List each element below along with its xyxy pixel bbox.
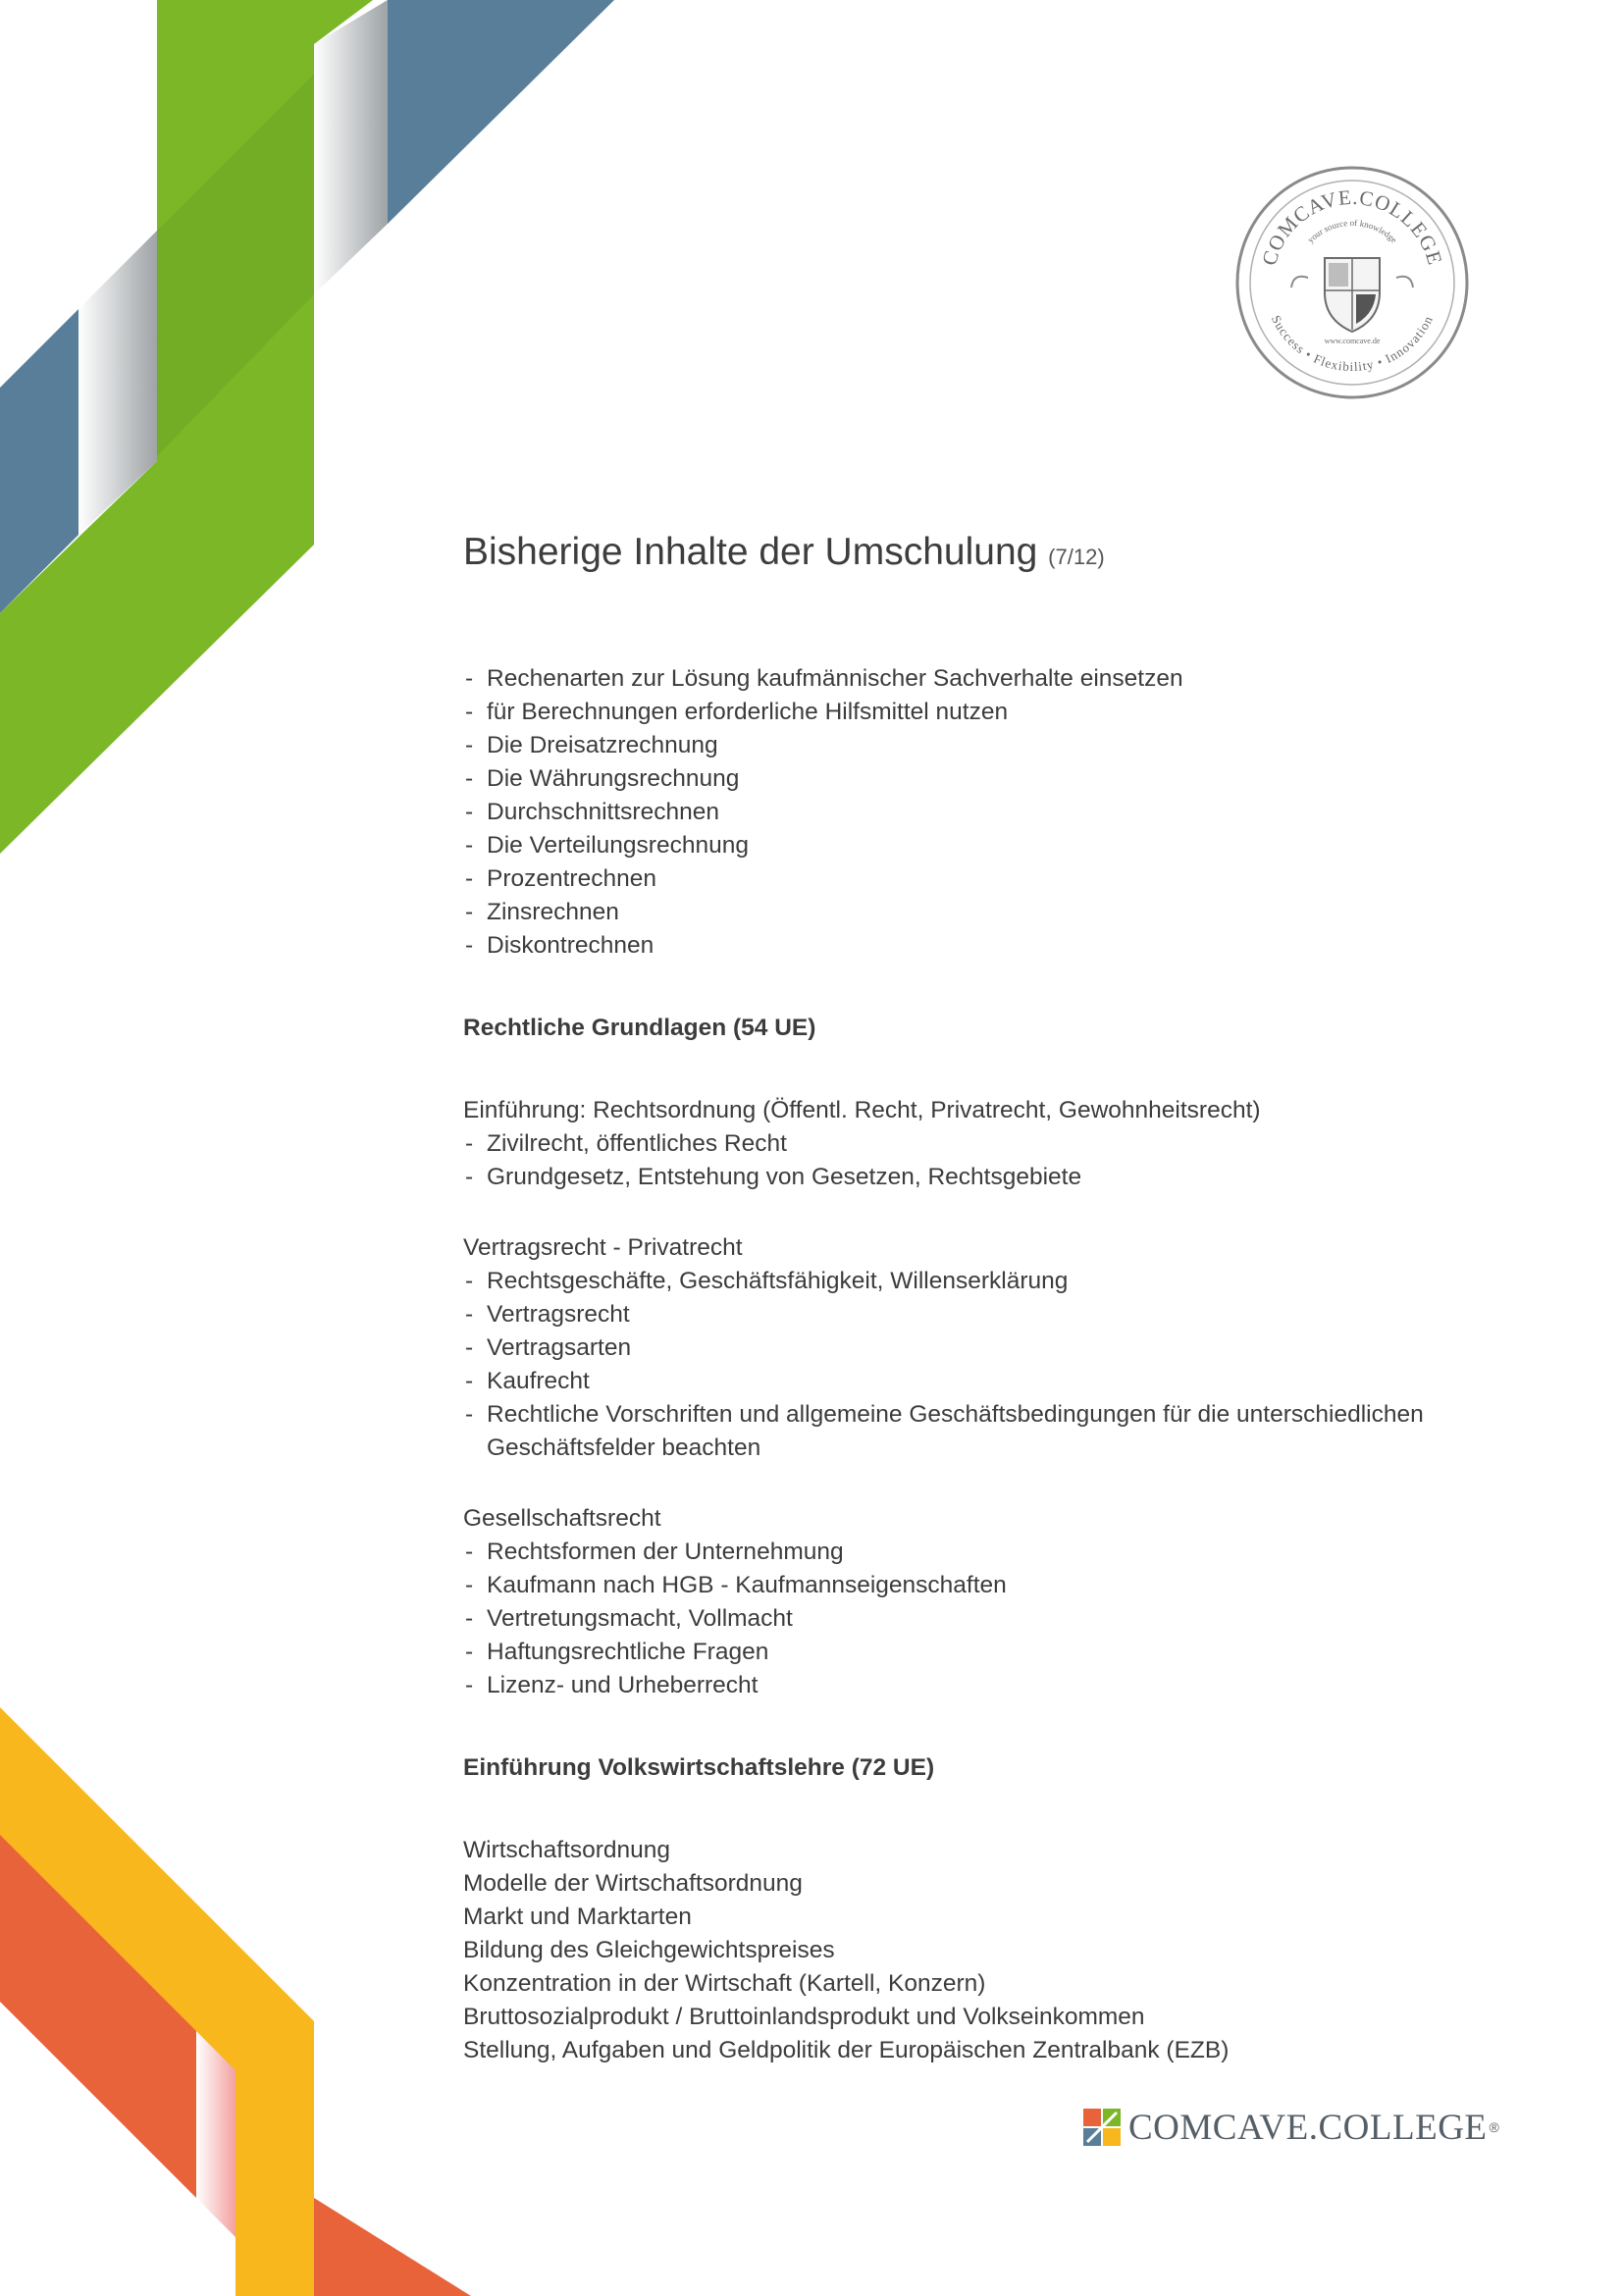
contract-title: Vertragsrecht - Privatrecht [463, 1233, 743, 1261]
college-seal [1234, 165, 1470, 400]
list-item: - Diskontrechnen [463, 929, 1503, 963]
seal-inner-text: your source of knowledge [1305, 218, 1399, 245]
contract-list [463, 1265, 1503, 1465]
list-item: - Zinsrechnen [463, 896, 1503, 929]
company-title: Gesellschaftsrecht [463, 1504, 661, 1532]
logo-registered: ® [1489, 2119, 1499, 2135]
shield-icon [1291, 258, 1413, 332]
list-item: - Rechenarten zur Lösung kaufmännischer Sachverhalte einsetzen [463, 662, 1503, 696]
list-item: - Zivilrecht, öffentliches Recht [463, 1127, 1503, 1161]
list-item: - Kaufrecht [463, 1365, 1503, 1398]
list-item: - Durchschnittsrechnen [463, 796, 1503, 829]
page-number: (7/12) [1048, 545, 1105, 569]
list-item: - für Berechnungen erforderliche Hilfsmittel nutzen [463, 696, 1503, 729]
law-intro-title: Einführung: Rechtsordnung (Öffentl. Recht, Privatrecht, Gewohnheitsrecht) [463, 1096, 1261, 1123]
list-item: - Vertragsrecht [463, 1298, 1503, 1331]
list-item: - Lizenz- und Urheberrecht [463, 1669, 1503, 1702]
list-item: - Die Dreisatzrechnung [463, 729, 1503, 762]
seal-bottom-text: Success • Flexibility • Innovation [1268, 312, 1437, 375]
text-line: Bildung des Gleichgewichtspreises [463, 1936, 835, 1963]
section-heading-law: Rechtliche Grundlagen (54 UE) [463, 1014, 816, 1041]
text-line: Wirtschaftsordnung [463, 1836, 671, 1863]
law-intro-list [463, 1127, 1503, 1194]
text-line: Markt und Marktarten [463, 1903, 692, 1930]
economics-lines [463, 1834, 1503, 2067]
list-item: - Rechtsformen der Unternehmung [463, 1536, 1503, 1569]
svg-text:your source of knowledge [1305, 218, 1398, 244]
page-content [463, 530, 1503, 2067]
list-item: - Rechtsgeschäfte, Geschäftsfähigkeit, Willenserklärung [463, 1265, 1503, 1298]
text-line: Konzentration in der Wirtschaft (Kartell, Konzern) [463, 1969, 986, 1997]
text-line: Modelle der Wirtschaftsordnung [463, 1869, 803, 1897]
list-item: - Grundgesetz, Entstehung von Gesetzen, Rechtsgebiete [463, 1161, 1503, 1194]
title-text: Bisherige Inhalte der Umschulung [463, 531, 1038, 573]
list-item: - Haftungsrechtliche Fragen [463, 1636, 1503, 1669]
list-item: - Vertretungsmacht, Vollmacht [463, 1602, 1503, 1636]
text-line: Bruttosozialprodukt / Bruttoinlandsprodukt und Volkseinkommen [463, 2003, 1145, 2030]
list-item: - Vertragsarten [463, 1331, 1503, 1365]
intro-list [463, 662, 1503, 963]
list-item: - Kaufmann nach HGB - Kaufmannseigenschaften [463, 1569, 1503, 1602]
bottom-left-decoration [0, 1688, 471, 2296]
list-item: - Rechtliche Vorschriften und allgemeine Geschäftsbedingungen für die unterschiedlichen Geschäftsfelder beachten [463, 1398, 1503, 1465]
page-title [463, 530, 1503, 576]
footer-logo [1083, 2108, 1499, 2147]
grey-stripe-upper [314, 0, 388, 294]
list-item: - Die Währungsrechnung [463, 762, 1503, 796]
text-line: Stellung, Aufgaben und Geldpolitik der Europäischen Zentralbank (EZB) [463, 2036, 1230, 2063]
seal-url: www.comcave.de [1324, 337, 1381, 345]
orange-stripe-lower [314, 2198, 471, 2296]
company-list [463, 1536, 1503, 1702]
logo-text: COMCAVE.COLLEGE [1128, 2107, 1488, 2148]
list-item: - Die Verteilungsrechnung [463, 829, 1503, 862]
section-heading-economics: Einführung Volkswirtschaftslehre (72 UE) [463, 1753, 935, 1781]
seal-top-text: COMCAVE.COLLEGE [1257, 184, 1447, 269]
logo-mark-icon [1083, 2109, 1121, 2146]
blue-stripe-top [388, 0, 614, 224]
list-item: - Prozentrechnen [463, 862, 1503, 896]
